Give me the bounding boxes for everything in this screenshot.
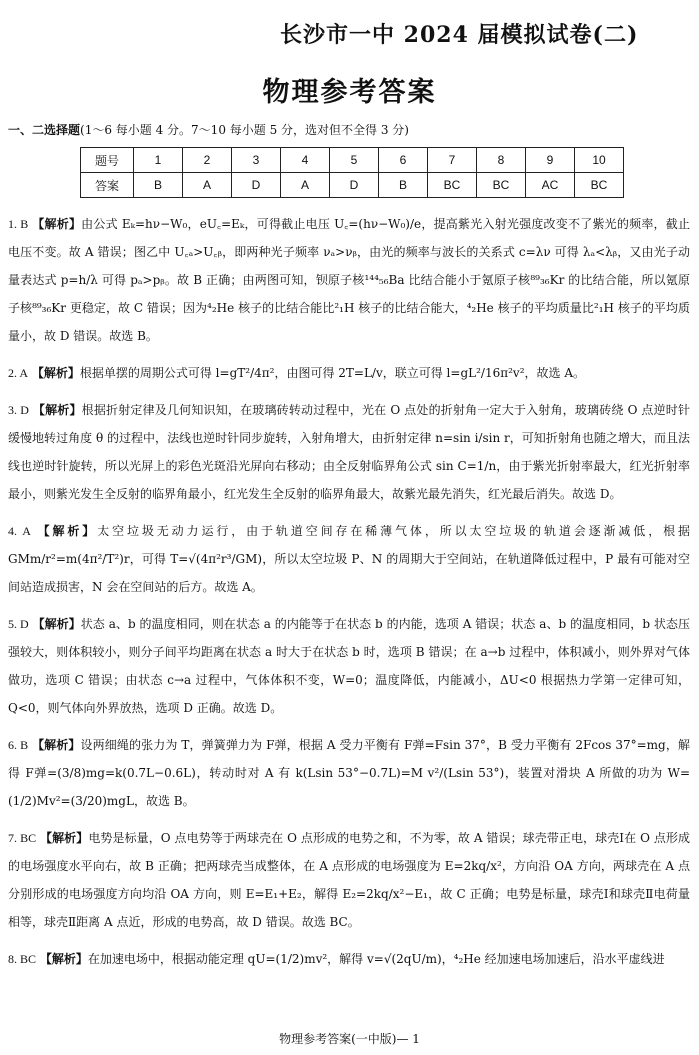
question-number: 6. B <box>8 738 29 752</box>
answer-table <box>80 147 624 198</box>
row-label-answer: 答案 <box>81 173 134 198</box>
solution-2 <box>8 359 690 387</box>
table-cell: AC <box>526 173 575 198</box>
solution-text: 根据单摆的周期公式可得 l=gT²/4π²，由图可得 2T=L/v，联立可得 l=gL²/16π²v²，故选 A。 <box>79 366 585 380</box>
table-cell: D <box>232 173 281 198</box>
exam-subtitle: 长沙市一中 2024 届模拟试卷(二) <box>280 22 639 48</box>
solution-text: 太空垃圾无动力运行，由于轨道空间存在稀薄气体，所以太空垃圾的轨道会逐渐减低，根据 GMm/r²=m(4π²/T²)r，可得 T=√(4π²r³/GM)，所以太空垃圾 P、N 的周期大于空间站，在轨道降低过程中，P 最有可能对空间站造成损害，N 会在空间站的后方。故选 A。 <box>8 524 690 594</box>
question-number: 8. BC <box>8 952 37 966</box>
solution-4 <box>8 517 690 601</box>
table-cell: 7 <box>428 148 477 173</box>
table-cell: B <box>379 173 428 198</box>
analysis-tag: 【解析】 <box>32 217 82 231</box>
solution-8 <box>8 945 690 973</box>
table-cell: BC <box>428 173 477 198</box>
table-cell: 6 <box>379 148 428 173</box>
question-number: 5. D <box>8 617 29 631</box>
table-cell: 9 <box>526 148 575 173</box>
question-number: 7. BC <box>8 831 37 845</box>
solutions-body <box>8 210 690 982</box>
solution-text: 由公式 Eₖ=hν−W₀，eU꜀=Eₖ，可得截止电压 U꜀=(hν−W₀)/e，提高紫光入射光强度改变不了紫光的频率，截止电压不变。故 A 错误；图乙中 U꜀ₐ>U꜀ᵦ，即两种光子频率 νₐ>νᵦ，由光的频率与波长的关系式 c=λν 可得 λₐ<λᵦ，又由光子动量表达式 p=h/λ 可得 pₐ>pᵦ。故 B 正确；由两图可知，钡原子核¹⁴⁴₅₆Ba 比结合能小于氪原子核⁸⁹₃₆Kr 的比结合能，所以氪原子核⁸⁹₃₆Kr 更稳定，故 C 错误；因为⁴₂He 核子的比结合能比²₁H 核子的比结合能大，⁴₂He 核子的平均质量比²₁H 核子的平均质量小，故 D 错误。故选 B。 <box>8 217 690 343</box>
analysis-tag: 【解析】 <box>39 952 88 966</box>
table-cell: 8 <box>477 148 526 173</box>
table-cell: BC <box>575 173 624 198</box>
table-cell: 10 <box>575 148 624 173</box>
question-number: 1. B <box>8 217 29 231</box>
solution-text: 设两细绳的张力为 T，弹簧弹力为 F弹，根据 A 受力平衡有 F弹=Fsin 37°，B 受力平衡有 2Fcos 37°=mg，解得 F弹=(3/8)mg=k(0.7L−0.6L)，转动时对 A 有 k(Lsin 53°−0.7L)=M v²/(Lsin 53°)，装置对滑块 A 所做的功为 W=(1/2)Mv²=(3/20)mgL，故选 B。 <box>8 738 690 808</box>
analysis-tag: 【解析】 <box>32 617 81 631</box>
question-number: 3. D <box>8 403 29 417</box>
table-cell: 4 <box>281 148 330 173</box>
row-label-number: 题号 <box>81 148 134 173</box>
table-cell: A <box>183 173 232 198</box>
page-footer: 物理参考答案(一中版)— 1 <box>279 1032 420 1046</box>
analysis-tag: 【解析】 <box>32 738 81 752</box>
solution-text: 根据折射定律及几何知识知，在玻璃砖转动过程中，光在 O 点处的折射角一定大于入射角，玻璃砖绕 O 点逆时针缓慢地转过角度 θ 的过程中，法线也逆时针同步旋转，入射角增大，由折射定律 n=sin i/sin r，可知折射角也随之增大，而且法线也逆时针旋转，所以光屏上的彩色光斑沿光屏向右移动；由全反射临界角公式 sin C=1/n，由于紫光折射率最大，红光折射率最小，则紫光发生全反射的临界角最小，红光发生全反射的临界角最大，故紫光最先消失，红光最后消失。故选 D。 <box>8 403 690 501</box>
table-cell: D <box>330 173 379 198</box>
solution-5 <box>8 610 690 722</box>
section-note: (1～6 每小题 4 分。7～10 每小题 5 分，选对但不全得 3 分) <box>80 123 409 137</box>
table-cell: 1 <box>134 148 183 173</box>
section-heading <box>8 121 688 138</box>
solution-text: 状态 a、b 的温度相同，则在状态 a 的内能等于在状态 b 的内能，选项 A 错误；状态 a、b 的温度相同，b 状态压强较大，则体积较小，则分子间平均距离在状态 a 时大于在状态 b 时，选项 B 错误；在 a→b 过程中，体积减小，则外界对气体做功，选项 C 错误；由状态 c→a 过程中，气体体积不变，W=0；温度降低，内能减小，ΔU<0 根据热力学第一定律可知，Q<0，则气体向外界放热，选项 D 正确。故选 D。 <box>8 617 690 715</box>
answer-table-row-numbers <box>81 148 624 173</box>
analysis-tag: 【解析】 <box>32 403 82 417</box>
answer-table-row-answers <box>81 173 624 198</box>
table-cell: BC <box>477 173 526 198</box>
table-cell: 3 <box>232 148 281 173</box>
table-cell: 5 <box>330 148 379 173</box>
solution-text: 在加速电场中，根据动能定理 qU=(1/2)mv²，解得 v=√(2qU/m)，⁴₂He 经加速电场加速后，沿水平虚线进 <box>87 952 665 966</box>
solution-7 <box>8 824 690 936</box>
solution-1 <box>8 210 690 350</box>
question-number: 2. A <box>8 366 29 380</box>
analysis-tag: 【解析】 <box>40 831 89 845</box>
table-cell: B <box>134 173 183 198</box>
section-title: 一、二选择题 <box>8 123 81 137</box>
table-cell: A <box>281 173 330 198</box>
analysis-tag: 【解析】 <box>37 524 98 538</box>
page-title: 物理参考答案 <box>262 77 437 108</box>
question-number: 4. A <box>8 524 31 538</box>
solution-3 <box>8 396 690 508</box>
solution-text: 电势是标量，O 点电势等于两球壳在 O 点形成的电势之和，不为零，故 A 错误；球壳带正电，球壳Ⅰ在 O 点形成的电场强度水平向右，故 B 正确；把两球壳当成整体，在 A 点形成的电场强度为 E=2kq/x²，方向沿 OA 方向，两球壳在 A 点分别形成的电场强度方向均沿 OA 方向，则 E=E₁+E₂，解得 E₂=2kq/x²−E₁，故 C 正确；电势是标量，球壳Ⅰ和球壳Ⅱ电荷量相等，球壳Ⅱ距离 A 点近，形成的电势高，故 D 错误。故选 BC。 <box>8 831 690 929</box>
table-cell: 2 <box>183 148 232 173</box>
analysis-tag: 【解析】 <box>31 366 80 380</box>
solution-6 <box>8 731 690 815</box>
